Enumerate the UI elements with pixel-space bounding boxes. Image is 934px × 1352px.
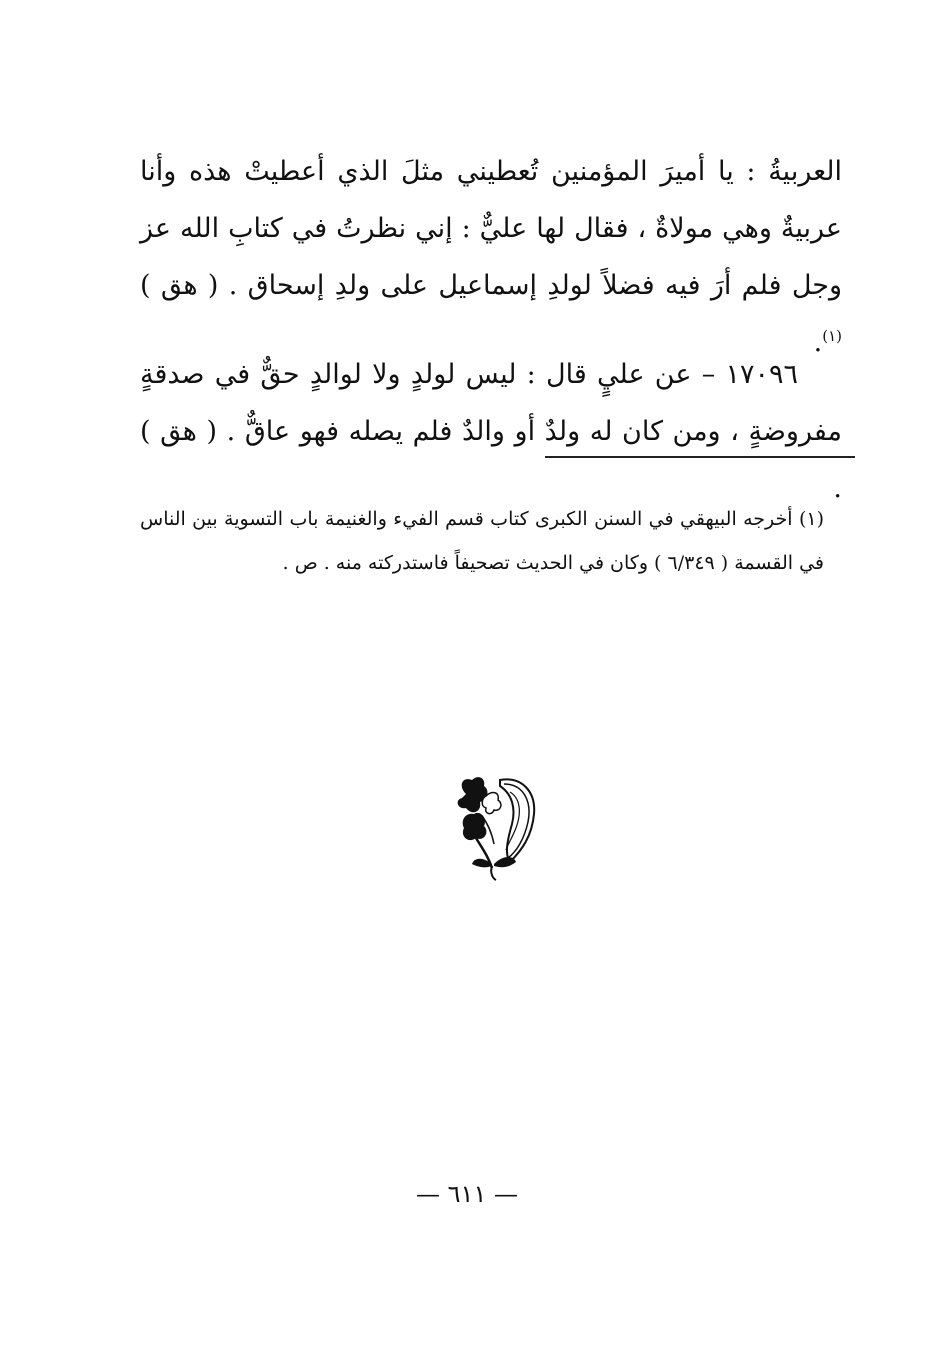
paragraph-end-mark: .: [813, 327, 823, 358]
page-number: — ٦١١ —: [416, 1180, 518, 1208]
hadith-paragraph: [140, 346, 842, 517]
footnote-reference: (١): [822, 327, 842, 345]
footnote-divider: [545, 456, 855, 458]
footnote: (١) أخرجه البيهقي في السنن الكبرى كتاب قسم الفيء والغنيمة باب التسوية بين الناس في القسمة ( ٦/٣٤٩ ) وكان في الحديث تصحيفاً فاستدركته منه . ص .: [140, 508, 824, 574]
hadith-number: ١٧٠٩٦: [725, 359, 798, 390]
hadith-paragraph-continued: [140, 143, 842, 371]
paragraph-text: العربيةُ : يا أميرَ المؤمنين تُعطيني مثلَ الذي أعطيتْ هذه وأنا عربيةٌ وهي مولاةٌ ، فقال لها عليٌّ : إني نظرتُ في كتابِ الله عز وجل فلم أرَ فيه فضلاً لولدِ إسماعيل على ولدِ إسحاق . ( هق ): [140, 156, 842, 301]
floral-ornament-icon: [452, 772, 538, 884]
paragraph-text: – عن عليٍ قال : ليس لولدٍ ولا لوالدٍ حقٌّ في صدقةٍ مفروضةٍ ، ومن كان له ولدٌ أو والدٌ فلم يصله فهو عاقٌّ . ( هق ) .: [140, 359, 842, 504]
